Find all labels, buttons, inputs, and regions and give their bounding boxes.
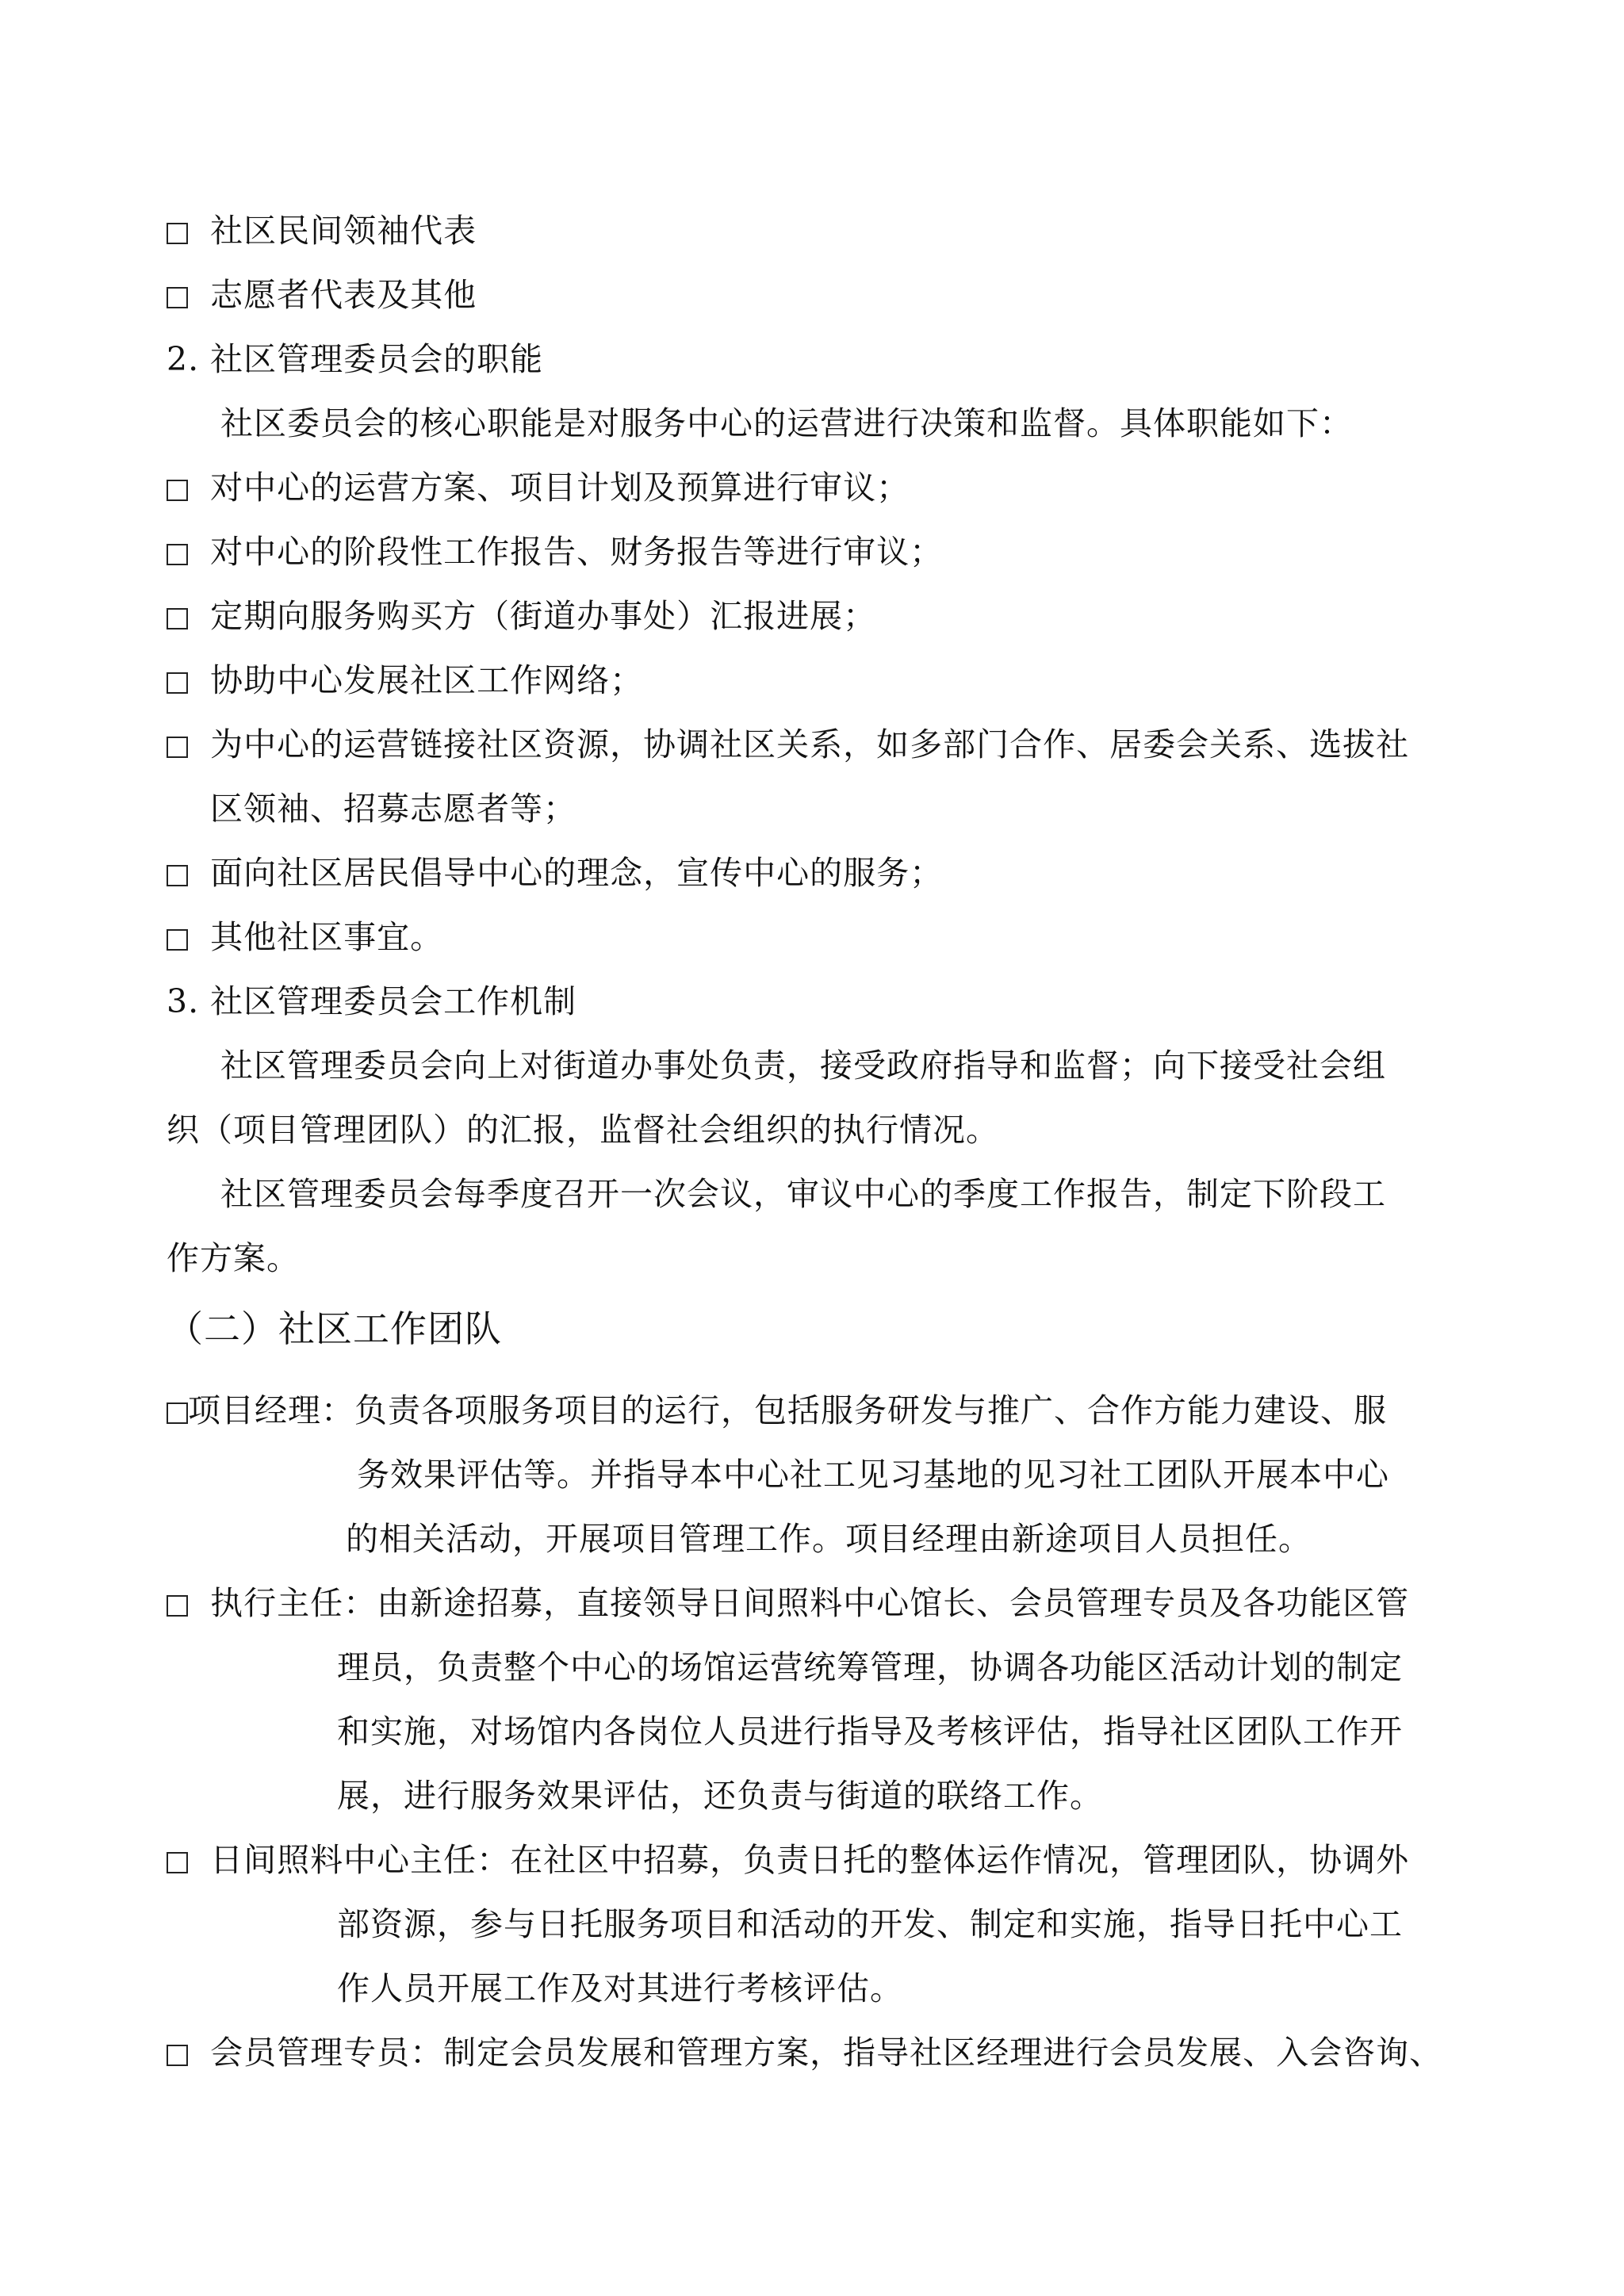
paragraph-line: 社区管理委员会每季度召开一次会议，审议中心的季度工作报告，制定下阶段工 (220, 1175, 1386, 1213)
paragraph-line: 织（项目管理团队）的汇报，监督社会组织的执行情况。 (167, 1111, 999, 1149)
checkbox-square-icon (167, 2045, 188, 2066)
list-item: 其他社区事宜。 (167, 916, 443, 958)
section-heading: 3. 社区管理委员会工作机制 (167, 982, 577, 1020)
role-item-continuation: 和实施，对场馆内各岗位人员进行指导及考核评估，指导社区团队工作开 (337, 1712, 1403, 1751)
role-item-continuation: 理员，负责整个中心的场馆运营统筹管理，协调各功能区活动计划的制定 (337, 1648, 1403, 1686)
checkbox-square-icon (167, 672, 188, 694)
list-item: 对中心的运营方案、项目计划及预算进行审议； (167, 467, 910, 508)
list-item: 社区民间领袖代表 (167, 210, 477, 251)
checkbox-square-icon (167, 1852, 188, 1873)
list-item: 为中心的运营链接社区资源，协调社区关系，如多部门合作、居委会关系、选拔社 (167, 724, 1409, 765)
list-item: 志愿者代表及其他 (167, 274, 477, 316)
list-item: 定期向服务购买方（街道办事处）汇报进展； (167, 595, 876, 637)
role-item-continuation: 作人员开展工作及对其进行考核评估。 (337, 1969, 903, 2007)
checkbox-square-icon (167, 929, 188, 951)
list-item-continuation: 区领袖、招募志愿者等； (210, 790, 576, 828)
role-item-continuation: 部资源，参与日托服务项目和活动的开发、制定和实施，指导日托中心工 (337, 1905, 1403, 1943)
checkbox-square-icon (167, 287, 188, 308)
role-item-continuation: 展，进行服务效果评估，还负责与街道的联络工作。 (337, 1777, 1103, 1815)
paragraph-line: 作方案。 (167, 1239, 300, 1277)
checkbox-square-icon (167, 608, 188, 629)
checkbox-square-icon (167, 480, 188, 501)
checkbox-square-icon (167, 1595, 188, 1617)
section-heading: 2. 社区管理委员会的职能 (167, 340, 544, 378)
role-item: 项目经理：负责各项服务项目的运行，包括服务研发与推广、合作方能力建设、服 (167, 1390, 1387, 1431)
subsection-heading: （二）社区工作团队 (167, 1307, 502, 1350)
paragraph-line: 社区管理委员会向上对街道办事处负责，接受政府指导和监督；向下接受社会组 (220, 1047, 1386, 1085)
checkbox-square-icon (167, 544, 188, 565)
paragraph-line: 社区委员会的核心职能是对服务中心的运营进行决策和监督。具体职能如下： (220, 404, 1353, 442)
list-item: 协助中心发展社区工作网络； (167, 660, 643, 701)
checkbox-square-icon (167, 223, 188, 244)
checkbox-square-icon (167, 865, 188, 886)
role-item-continuation: 务效果评估等。并指导本中心社工见习基地的见习社工团队开展本中心 (357, 1456, 1389, 1494)
list-item: 面向社区居民倡导中心的理念，宣传中心的服务； (167, 852, 943, 894)
checkbox-square-icon (167, 737, 188, 758)
checkbox-square-icon (167, 1402, 188, 1424)
role-item: 日间照料中心主任：在社区中招募，负责日托的整体运作情况，管理团队，协调外 (167, 1839, 1409, 1881)
role-item: 会员管理专员：制定会员发展和管理方案，指导社区经理进行会员发展、入会咨询、 (167, 2032, 1442, 2073)
role-item: 执行主任：由新途招募，直接领导日间照料中心馆长、会员管理专员及各功能区管 (167, 1582, 1409, 1624)
role-item-continuation: 的相关活动，开展项目管理工作。项目经理由新途项目人员担任。 (346, 1520, 1312, 1558)
list-item: 对中心的阶段性工作报告、财务报告等进行审议； (167, 531, 943, 572)
